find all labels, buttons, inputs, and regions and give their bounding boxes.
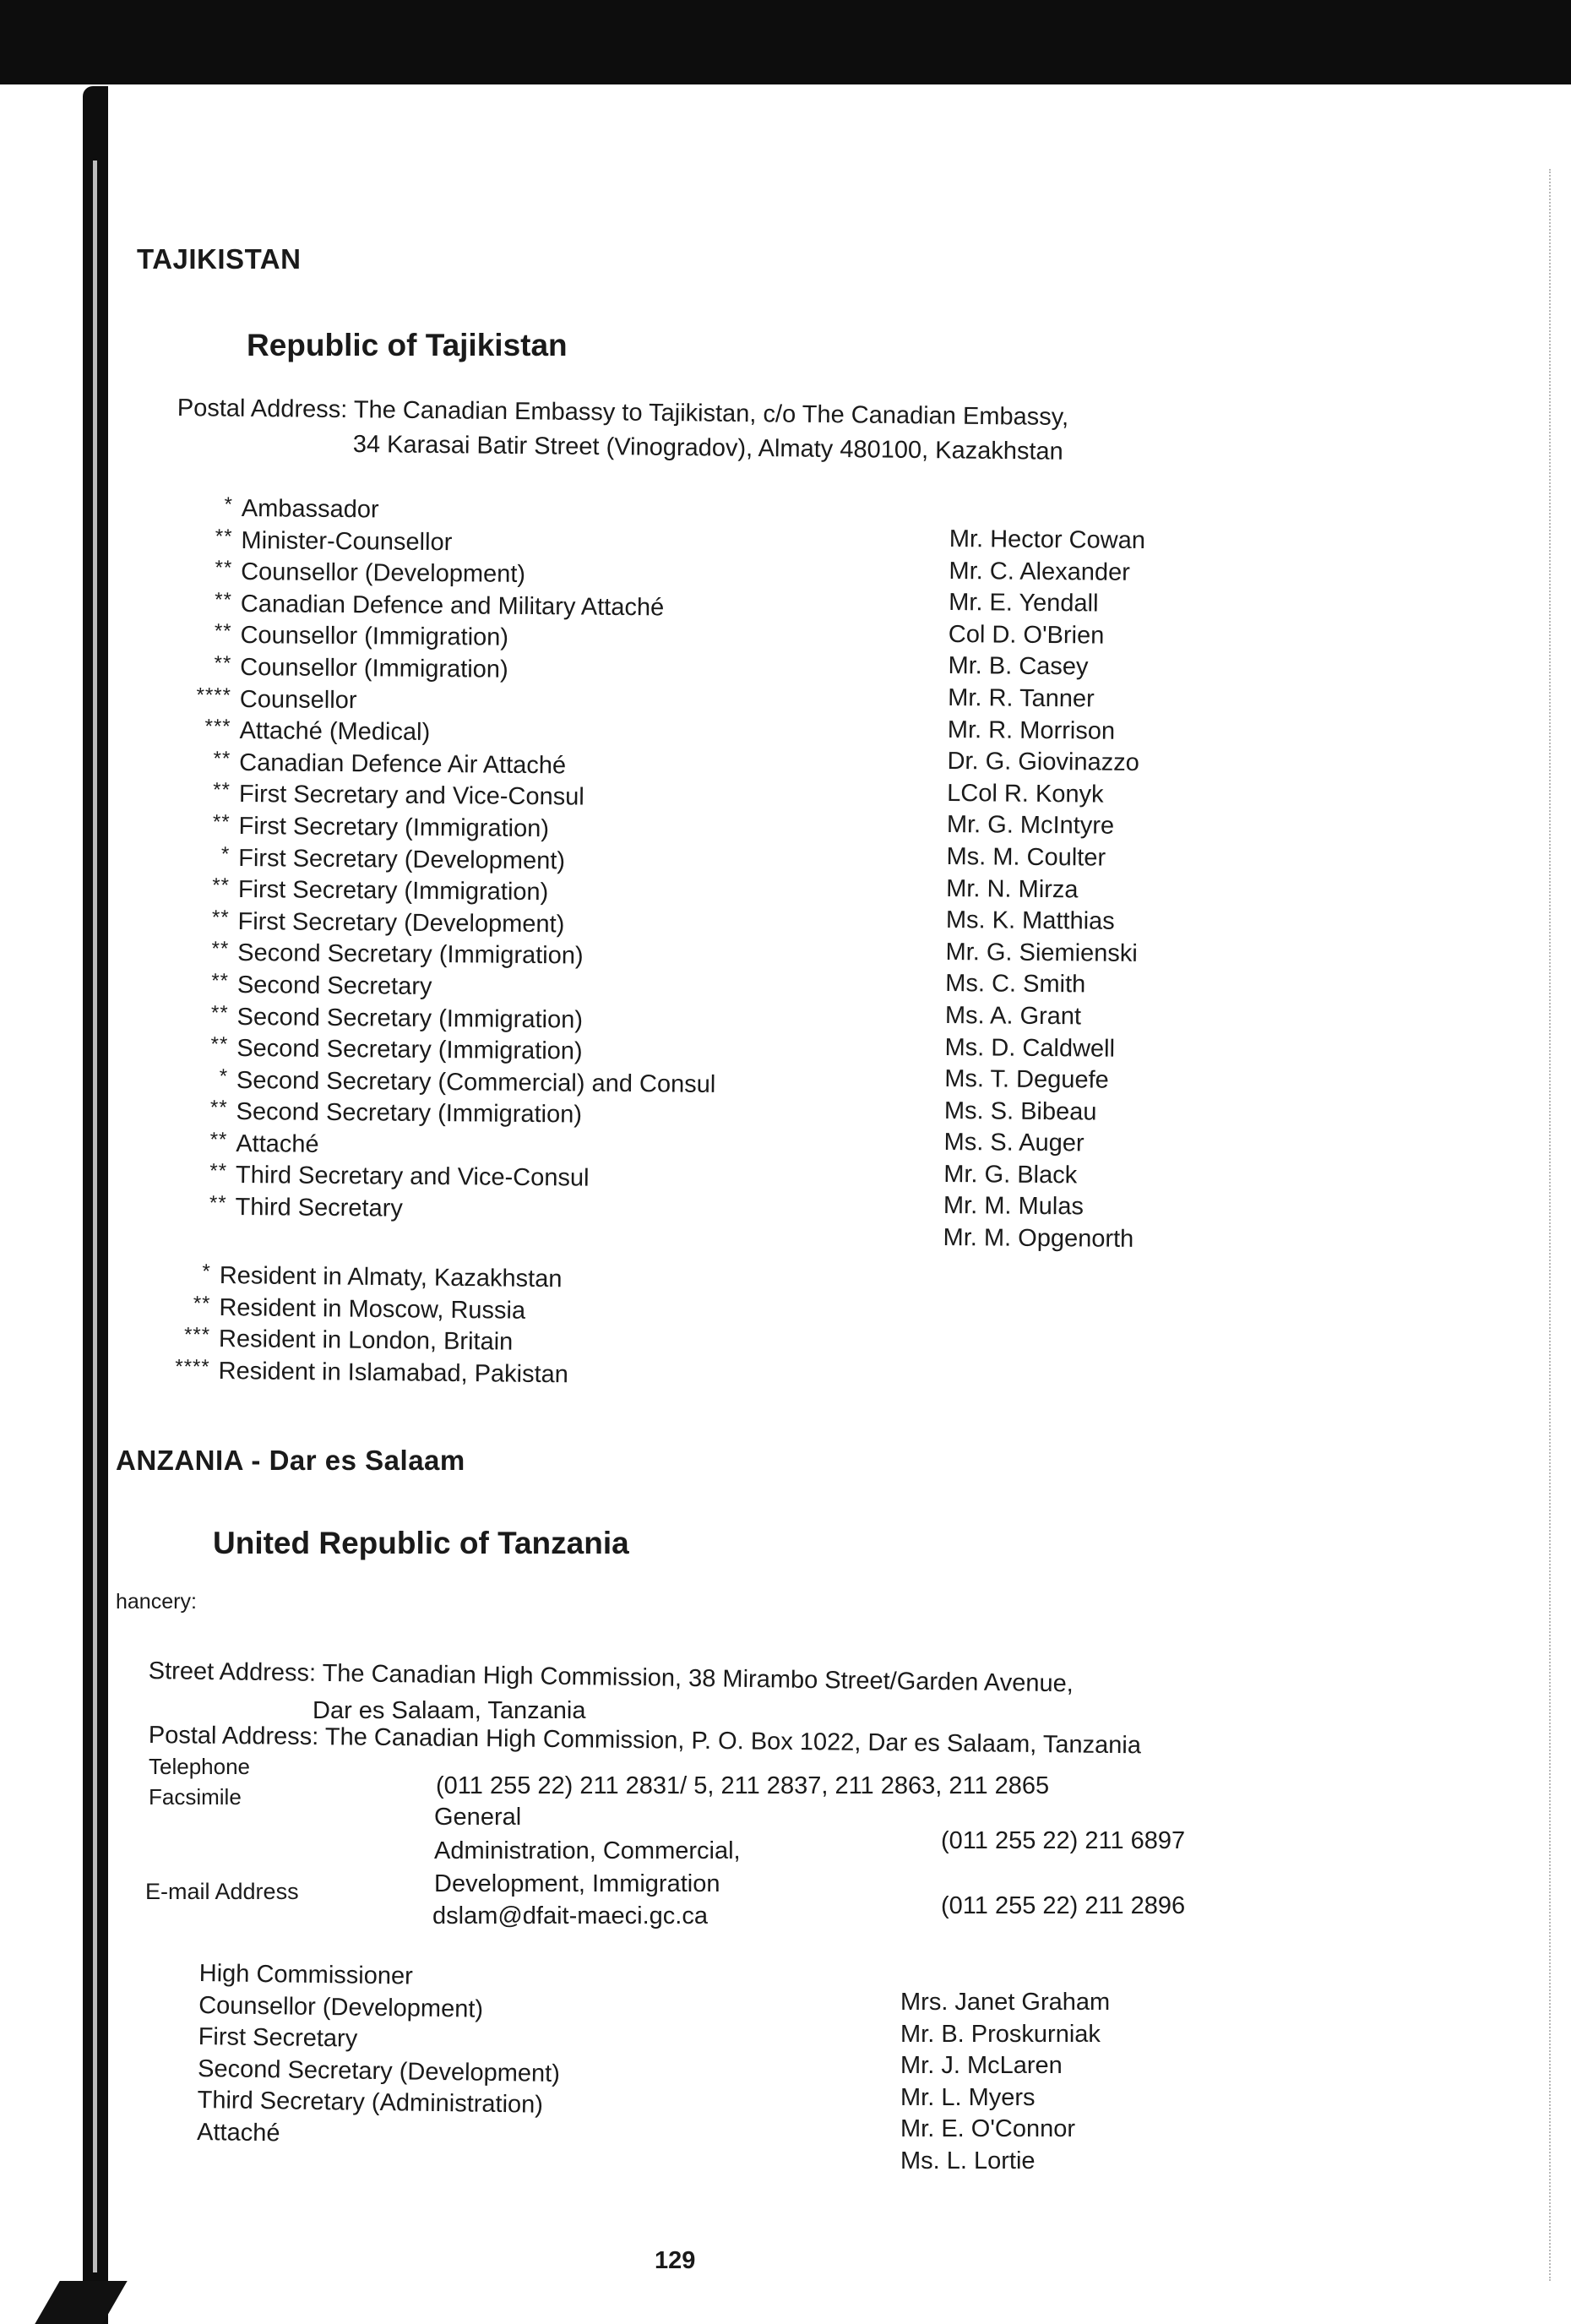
footnote-marker: ** — [210, 1032, 229, 1056]
street-address-block — [149, 1657, 1074, 1698]
section-heading-tajikistan: TAJIKISTAN — [137, 243, 302, 275]
staff-title-text: Ambassador — [241, 494, 379, 524]
staff-name: Mr. N. Mirza — [946, 874, 1079, 903]
staff-title-text: First Secretary and Vice-Consul — [238, 781, 584, 811]
staff-name: Mr. Hector Cowan — [949, 525, 1146, 555]
staff-title-text: Second Secretary (Immigration) — [236, 1035, 583, 1065]
postal-address-line-2: 34 Karasai Batir Street (Vinogradov), Almaty 480100, Kazakhstan — [352, 431, 1063, 465]
footnote-marker: ** — [211, 906, 230, 929]
staff-title-text: Counsellor (Immigration) — [240, 653, 508, 683]
staff-title: Attaché — [196, 2118, 280, 2147]
staff-name: Mr. J. McLaren — [900, 2052, 1063, 2080]
fax-general-value: (011 255 22) 211 6897 — [941, 1827, 1186, 1854]
footnote-marker: *** — [183, 1323, 211, 1347]
staff-name: Mr. G. Siemienski — [945, 938, 1138, 967]
staff-title-text: First Secretary (Development) — [237, 907, 565, 939]
staff-name: Ms. S. Bibeau — [943, 1097, 1097, 1126]
staff-title-text: Canadian Defence and Military Attaché — [240, 590, 665, 622]
staff-name: Mr. C. Alexander — [949, 557, 1131, 586]
staff-title-text: First Secretary (Immigration) — [238, 812, 550, 843]
staff-title — [220, 842, 718, 879]
staff-title — [211, 969, 717, 1006]
staff-title — [211, 906, 717, 943]
staff-title — [210, 1032, 716, 1069]
scan-top-border — [0, 0, 1571, 84]
staff-title-text: Second Secretary (Immigration) — [236, 1098, 583, 1129]
staff-title — [209, 1191, 715, 1228]
staff-name: Dr. G. Giovinazzo — [947, 748, 1139, 777]
staff-title — [213, 747, 719, 784]
scan-right-edge-noise — [1547, 169, 1551, 2281]
staff-title-text: Counsellor (Immigration) — [240, 622, 509, 652]
staff-name: Mrs. Janet Graham — [900, 1989, 1111, 2016]
staff-title-text: Third Secretary and Vice-Consul — [235, 1162, 590, 1193]
tanzania-postal-block — [149, 1722, 1141, 1760]
staff-title-text: Counsellor — [239, 685, 357, 714]
footnote-item-text: Resident in Moscow, Russia — [219, 1293, 526, 1325]
staff-title — [211, 938, 717, 974]
staff-title — [213, 779, 719, 815]
staff-name: Ms. L. Lortie — [900, 2147, 1036, 2174]
street-address-line-1: The Canadian High Commission, 38 Mirambo Street/Garden Avenue, — [322, 1659, 1074, 1698]
footnote-marker: ** — [209, 1191, 227, 1215]
email-label: E-mail Address — [145, 1879, 299, 1904]
footnote-item — [202, 1260, 570, 1296]
footnote-item — [175, 1355, 569, 1391]
postal-address-label: Postal Address: — [177, 395, 348, 424]
footnote-marker: **** — [175, 1355, 210, 1379]
footnote-marker: ** — [212, 874, 231, 898]
footnote-item-text: Resident in London, Britain — [218, 1325, 514, 1356]
footnote-marker: *** — [204, 715, 231, 739]
staff-title — [212, 874, 718, 911]
staff-name: Mr. M. Opgenorth — [943, 1224, 1134, 1253]
footnote-marker: * — [219, 1064, 229, 1088]
staff-name: Col D. O'Brien — [948, 620, 1105, 650]
staff-title — [214, 651, 720, 688]
staff-title-text: Second Secretary (Immigration) — [237, 939, 584, 970]
staff-title — [196, 683, 720, 721]
staff-title-text: Third Secretary — [235, 1194, 403, 1222]
footnote-marker: ** — [214, 620, 232, 644]
footnote-marker: * — [202, 1260, 212, 1283]
footnote-marker: ** — [211, 938, 230, 961]
telephone-value: (011 255 22) 211 2831/ 5, 211 2837, 211 2863, 211 2865 — [436, 1772, 1050, 1799]
staff-name: Mr. G. Black — [943, 1160, 1078, 1189]
staff-title — [209, 1128, 715, 1165]
staff-title: Third Secretary (Administration) — [197, 2087, 544, 2120]
footnote-marker: ** — [215, 525, 233, 548]
footnote-marker: * — [220, 842, 231, 866]
street-address-line-2: Dar es Salaam, Tanzania — [313, 1697, 586, 1724]
chancery-label: hancery: — [116, 1590, 197, 1614]
footnote-marker: ** — [209, 1096, 228, 1120]
staff-title-text: Attaché — [236, 1129, 319, 1158]
staff-name: Ms. S. Auger — [943, 1129, 1084, 1157]
footnote-item — [183, 1323, 569, 1359]
staff-name-list — [943, 524, 1145, 1256]
staff-name: Mr. L. Myers — [900, 2083, 1036, 2111]
tanzania-staff-title-list — [197, 1958, 562, 2154]
staff-title — [209, 1096, 715, 1133]
staff-name: Ms. K. Matthias — [945, 906, 1115, 935]
staff-name: Mr. E. O'Connor — [900, 2115, 1075, 2143]
staff-title — [224, 493, 721, 530]
staff-name: Mr. B. Proskurniak — [900, 2020, 1101, 2048]
staff-title-text: Second Secretary (Commercial) and Consul — [236, 1066, 716, 1098]
staff-name: Ms. D. Caldwell — [944, 1033, 1116, 1063]
footnote-marker: ** — [209, 1128, 228, 1151]
scan-binding-highlight — [93, 161, 97, 2272]
staff-title — [215, 525, 720, 562]
staff-title — [210, 1001, 716, 1037]
staff-name: Mr. G. McIntyre — [946, 811, 1115, 841]
staff-title — [219, 1064, 716, 1102]
street-address-label: Street Address: — [148, 1657, 317, 1687]
staff-name: Ms. A. Grant — [944, 1001, 1082, 1031]
staff-title: Second Secretary (Development) — [197, 2055, 561, 2087]
country-title-tajikistan: Republic of Tajikistan — [247, 328, 568, 362]
footnote-marker: ** — [210, 1001, 229, 1025]
footnote-item — [193, 1292, 569, 1328]
staff-name: Mr. R. Morrison — [947, 716, 1116, 745]
staff-title-text: Canadian Defence Air Attaché — [239, 748, 567, 780]
staff-title: High Commissioner — [198, 1959, 413, 1990]
staff-title — [215, 588, 720, 625]
footnote-list — [175, 1260, 569, 1391]
page-number: 129 — [655, 2247, 696, 2274]
telephone-label: Telephone — [149, 1754, 250, 1779]
staff-name: LCol R. Konyk — [947, 779, 1104, 808]
section-heading-tanzania: ANZANIA - Dar es Salaam — [116, 1445, 465, 1476]
staff-title — [214, 620, 720, 656]
footnote-marker: ** — [212, 810, 231, 834]
staff-name: Mr. B. Casey — [948, 652, 1089, 681]
staff-title-text: Second Secretary — [236, 971, 432, 1000]
staff-title-text: Counsellor (Development) — [241, 558, 526, 589]
staff-title-text: Attaché (Medical) — [239, 717, 431, 747]
staff-title-list — [196, 493, 720, 1228]
postal-address-block — [177, 395, 1069, 432]
footnote-marker: ** — [213, 779, 231, 803]
staff-title-text: First Secretary (Immigration) — [237, 876, 549, 906]
email-value: dslam@dfait-maeci.gc.ca — [432, 1902, 708, 1929]
staff-title-text: Second Secretary (Immigration) — [236, 1003, 584, 1034]
tanzania-postal-value: The Canadian High Commission, P. O. Box 1022, Dar es Salaam, Tanzania — [324, 1723, 1142, 1760]
footnote-marker: ** — [211, 969, 230, 993]
tanzania-postal-label: Postal Address: — [148, 1722, 319, 1751]
staff-title — [204, 715, 719, 752]
staff-name: Mr. R. Tanner — [948, 683, 1095, 713]
postal-address-line-1: The Canadian Embassy to Tajikistan, c/o The Canadian Embassy, — [353, 396, 1069, 432]
footnote-item-text: Resident in Islamabad, Pakistan — [218, 1357, 569, 1389]
staff-name: Mr. E. Yendall — [949, 589, 1099, 618]
footnote-marker: ** — [215, 588, 233, 612]
country-title-tanzania: United Republic of Tanzania — [213, 1526, 629, 1560]
staff-name: Ms. C. Smith — [945, 970, 1086, 999]
footnote-marker: ** — [209, 1160, 228, 1184]
fax-admin-label: Administration, Commercial, — [434, 1837, 741, 1864]
staff-title-text: First Secretary (Development) — [238, 844, 566, 874]
footnote-marker: ** — [213, 747, 231, 770]
tanzania-staff-name-list — [900, 1987, 1110, 2178]
fax-general-label: General — [434, 1804, 522, 1831]
fax-development-label: Development, Immigration — [434, 1870, 720, 1897]
staff-title-text: Minister-Counsellor — [241, 526, 453, 556]
staff-title — [215, 556, 720, 593]
footnote-marker: ** — [215, 556, 233, 580]
staff-title — [212, 810, 718, 847]
staff-name: Ms. M. Coulter — [946, 842, 1106, 872]
staff-title: First Secretary — [198, 2023, 358, 2053]
footnote-marker: * — [224, 493, 234, 516]
staff-name: Ms. T. Deguefe — [944, 1065, 1109, 1094]
footnote-marker: ** — [193, 1292, 211, 1315]
facsimile-label: Facsimile — [149, 1784, 242, 1810]
footnote-item-text: Resident in Almaty, Kazakhstan — [219, 1261, 563, 1293]
footnote-marker: **** — [196, 683, 232, 707]
staff-title: Counsellor (Development) — [198, 1991, 484, 2023]
staff-name: Mr. M. Mulas — [943, 1192, 1084, 1221]
footnote-marker: ** — [214, 651, 232, 675]
staff-title — [209, 1160, 715, 1196]
fax-development-value: (011 255 22) 211 2896 — [941, 1892, 1186, 1919]
